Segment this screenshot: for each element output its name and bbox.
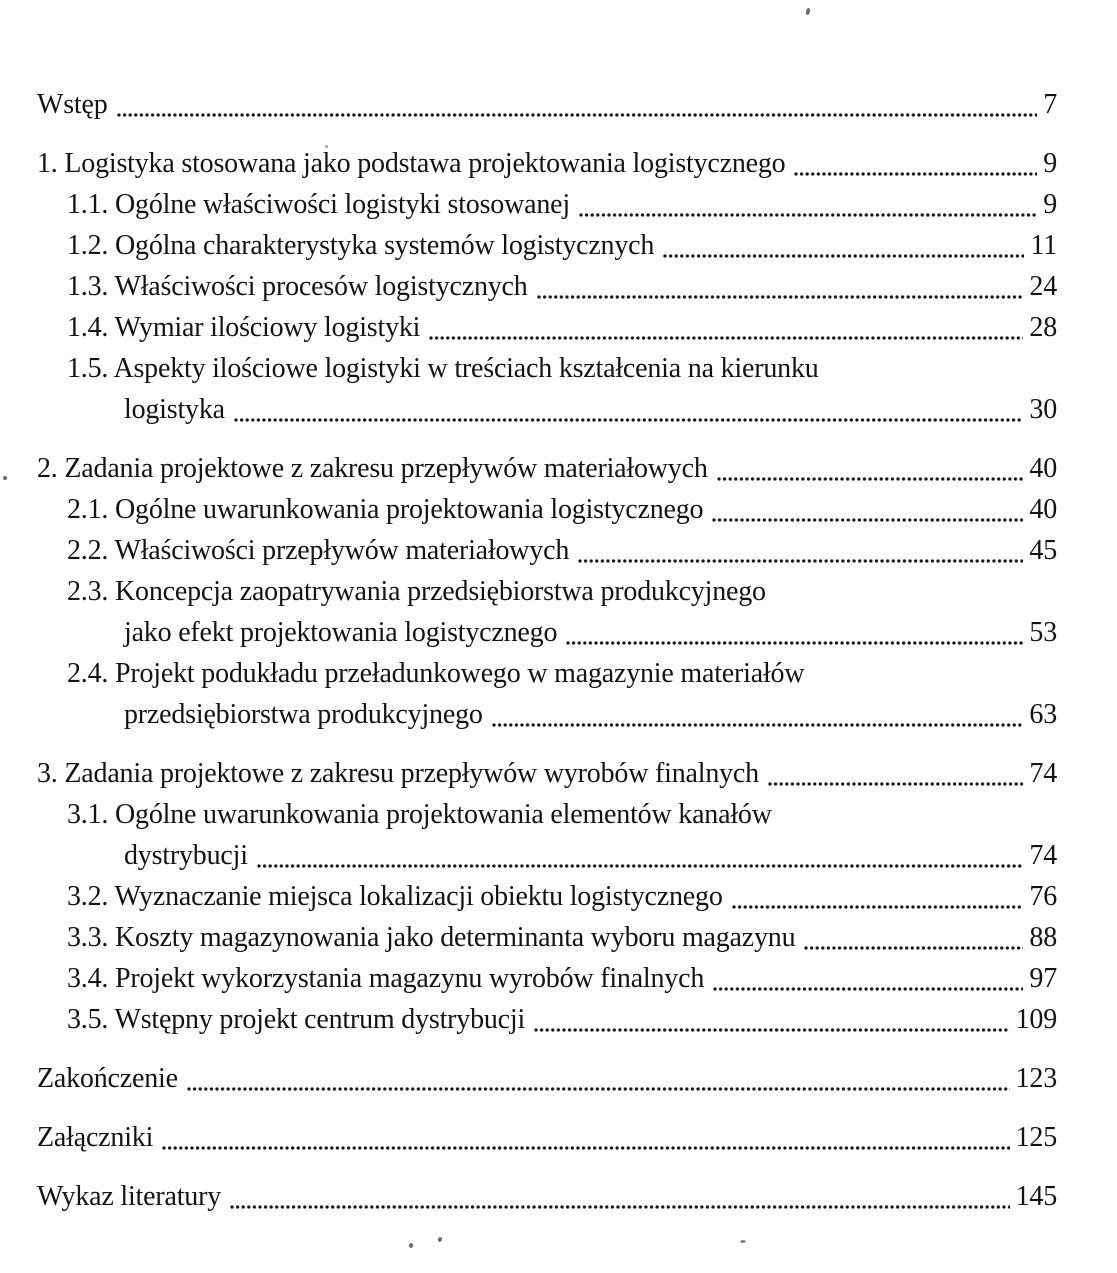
toc-entry-title: 1.3. Właściwości procesów logistycznych bbox=[67, 271, 528, 302]
toc-entry-page-number: 125 bbox=[1015, 1122, 1057, 1153]
toc-entry-line bbox=[37, 794, 1057, 835]
dot-leader bbox=[768, 782, 1023, 786]
toc-entry-title: przedsiębiorstwa produkcyjnego bbox=[124, 699, 483, 730]
toc-entry-title: 2.1. Ogólne uwarunkowania projektowania logistycznego bbox=[67, 494, 704, 525]
toc-entry-line bbox=[37, 448, 1057, 489]
toc-page bbox=[37, 84, 1057, 1217]
toc-entry-line bbox=[37, 753, 1057, 794]
toc-entry-line bbox=[37, 876, 1057, 917]
toc-entry-line bbox=[37, 84, 1057, 125]
dot-leader bbox=[187, 1087, 1010, 1091]
toc-entry bbox=[37, 1176, 1057, 1217]
toc-entry-line bbox=[37, 489, 1057, 530]
toc-entry bbox=[37, 448, 1057, 489]
toc-entry-title: Załączniki bbox=[37, 1122, 154, 1153]
toc-entry-line bbox=[37, 612, 1057, 653]
toc-entry-page-number: 11 bbox=[1030, 230, 1057, 261]
dot-leader bbox=[578, 559, 1023, 563]
toc-entry bbox=[37, 571, 1057, 653]
toc-entry-title: 3. Zadania projektowe z zakresu przepływów wyrobów finalnych bbox=[37, 758, 759, 789]
dot-leader bbox=[717, 477, 1024, 481]
dot-leader bbox=[663, 254, 1024, 258]
toc-entry-title: 3.4. Projekt wykorzystania magazynu wyrobów finalnych bbox=[67, 963, 705, 994]
toc-entry-page-number: 123 bbox=[1015, 1063, 1057, 1094]
toc-entry-title: 1.4. Wymiar ilościowy logistyki bbox=[67, 312, 421, 343]
toc-entry-line bbox=[37, 1058, 1057, 1099]
toc-entry-line bbox=[37, 225, 1057, 266]
dot-leader bbox=[713, 987, 1023, 991]
toc-entry bbox=[37, 653, 1057, 735]
dot-leader bbox=[234, 418, 1024, 422]
toc-entry bbox=[37, 307, 1057, 348]
toc-entry-title: 1.2. Ogólna charakterystyka systemów logistycznych bbox=[67, 230, 655, 261]
toc-entry-line bbox=[37, 184, 1057, 225]
toc-entry-line bbox=[37, 1117, 1057, 1158]
toc-entry-line bbox=[37, 348, 1057, 389]
toc-entry-title: logistyka bbox=[124, 394, 225, 425]
scan-artifact bbox=[3, 476, 7, 480]
toc-entry-line bbox=[37, 835, 1057, 876]
scan-artifact bbox=[437, 1236, 442, 1242]
toc-entry-title: 2.3. Koncepcja zaopatrywania przedsiębiorstwa produkcyjnego bbox=[67, 576, 766, 607]
toc-entry-title: Wstęp bbox=[37, 89, 108, 120]
toc-entry-title: 1.1. Ogólne właściwości logistyki stosowanej bbox=[67, 189, 570, 220]
toc-entry-page-number: 28 bbox=[1029, 312, 1057, 343]
toc-entry-line bbox=[37, 307, 1057, 348]
toc-entry-line bbox=[37, 917, 1057, 958]
dot-leader bbox=[537, 295, 1024, 299]
toc-entry bbox=[37, 348, 1057, 430]
scan-artifact bbox=[409, 1243, 413, 1248]
scan-artifact bbox=[325, 145, 328, 148]
toc-entry-page-number: 63 bbox=[1029, 699, 1057, 730]
toc-entry bbox=[37, 958, 1057, 999]
toc-entry-title: Wykaz literatury bbox=[37, 1181, 222, 1212]
toc-list bbox=[37, 84, 1057, 1217]
toc-entry-page-number: 45 bbox=[1029, 535, 1057, 566]
toc-entry bbox=[37, 876, 1057, 917]
toc-entry-line bbox=[37, 571, 1057, 612]
toc-entry-line bbox=[37, 999, 1057, 1040]
dot-leader bbox=[712, 518, 1023, 522]
toc-entry-page-number: 76 bbox=[1029, 881, 1057, 912]
toc-entry bbox=[37, 1117, 1057, 1158]
toc-entry-page-number: 24 bbox=[1029, 271, 1057, 302]
toc-entry-title: 3.5. Wstępny projekt centrum dystrybucji bbox=[67, 1004, 526, 1035]
toc-entry-line bbox=[37, 530, 1057, 571]
toc-entry-title: 3.1. Ogólne uwarunkowania projektowania elementów kanałów bbox=[67, 799, 772, 830]
toc-entry bbox=[37, 225, 1057, 266]
toc-entry bbox=[37, 753, 1057, 794]
dot-leader bbox=[429, 336, 1023, 340]
toc-entry bbox=[37, 794, 1057, 876]
toc-entry bbox=[37, 143, 1057, 184]
toc-entry-page-number: 9 bbox=[1043, 148, 1057, 179]
toc-entry-line bbox=[37, 1176, 1057, 1217]
toc-entry-page-number: 97 bbox=[1029, 963, 1057, 994]
toc-entry-title: jako efekt projektowania logistycznego bbox=[124, 617, 558, 648]
toc-entry bbox=[37, 84, 1057, 125]
toc-entry-line bbox=[37, 143, 1057, 184]
toc-entry-title: 3.3. Koszty magazynowania jako determinanta wyboru magazynu bbox=[67, 922, 796, 953]
toc-entry bbox=[37, 999, 1057, 1040]
toc-entry-title: Zakończenie bbox=[37, 1063, 178, 1094]
toc-entry-page-number: 9 bbox=[1043, 189, 1057, 220]
dot-leader bbox=[804, 946, 1023, 950]
dot-leader bbox=[732, 905, 1024, 909]
toc-entry bbox=[37, 489, 1057, 530]
dot-leader bbox=[492, 723, 1024, 727]
toc-entry-line bbox=[37, 653, 1057, 694]
toc-entry bbox=[37, 917, 1057, 958]
dot-leader bbox=[117, 113, 1038, 117]
toc-entry-page-number: 40 bbox=[1029, 453, 1057, 484]
scan-artifact bbox=[740, 1240, 746, 1243]
scan-artifact bbox=[805, 8, 811, 16]
toc-entry bbox=[37, 1058, 1057, 1099]
dot-leader bbox=[257, 864, 1024, 868]
toc-entry-line bbox=[37, 694, 1057, 735]
toc-entry-page-number: 7 bbox=[1043, 89, 1057, 120]
dot-leader bbox=[162, 1146, 1009, 1150]
toc-entry-line bbox=[37, 266, 1057, 307]
toc-entry-title: 2.2. Właściwości przepływów materiałowych bbox=[67, 535, 570, 566]
dot-leader bbox=[579, 213, 1037, 217]
toc-entry bbox=[37, 266, 1057, 307]
toc-entry-page-number: 53 bbox=[1029, 617, 1057, 648]
dot-leader bbox=[566, 641, 1023, 645]
toc-entry-title: dystrybucji bbox=[124, 840, 248, 871]
toc-entry-page-number: 74 bbox=[1029, 758, 1057, 789]
toc-entry-page-number: 30 bbox=[1029, 394, 1057, 425]
dot-leader bbox=[534, 1028, 1010, 1032]
toc-entry-line bbox=[37, 389, 1057, 430]
toc-entry bbox=[37, 184, 1057, 225]
toc-entry-title: 1. Logistyka stosowana jako podstawa projektowania logistycznego bbox=[37, 148, 786, 179]
toc-entry-line bbox=[37, 958, 1057, 999]
dot-leader bbox=[230, 1205, 1010, 1209]
toc-entry-page-number: 88 bbox=[1029, 922, 1057, 953]
toc-entry-page-number: 74 bbox=[1029, 840, 1057, 871]
toc-entry-title: 2.4. Projekt podukładu przeładunkowego w magazynie materiałów bbox=[67, 658, 805, 689]
dot-leader bbox=[794, 172, 1037, 176]
toc-entry-title: 1.5. Aspekty ilościowe logistyki w treściach kształcenia na kierunku bbox=[67, 353, 819, 384]
toc-entry-title: 2. Zadania projektowe z zakresu przepływów materiałowych bbox=[37, 453, 708, 484]
toc-entry-title: 3.2. Wyznaczanie miejsca lokalizacji obiektu logistycznego bbox=[67, 881, 723, 912]
toc-entry-page-number: 109 bbox=[1015, 1004, 1057, 1035]
toc-entry-page-number: 145 bbox=[1015, 1181, 1057, 1212]
toc-entry-page-number: 40 bbox=[1029, 494, 1057, 525]
toc-entry bbox=[37, 530, 1057, 571]
